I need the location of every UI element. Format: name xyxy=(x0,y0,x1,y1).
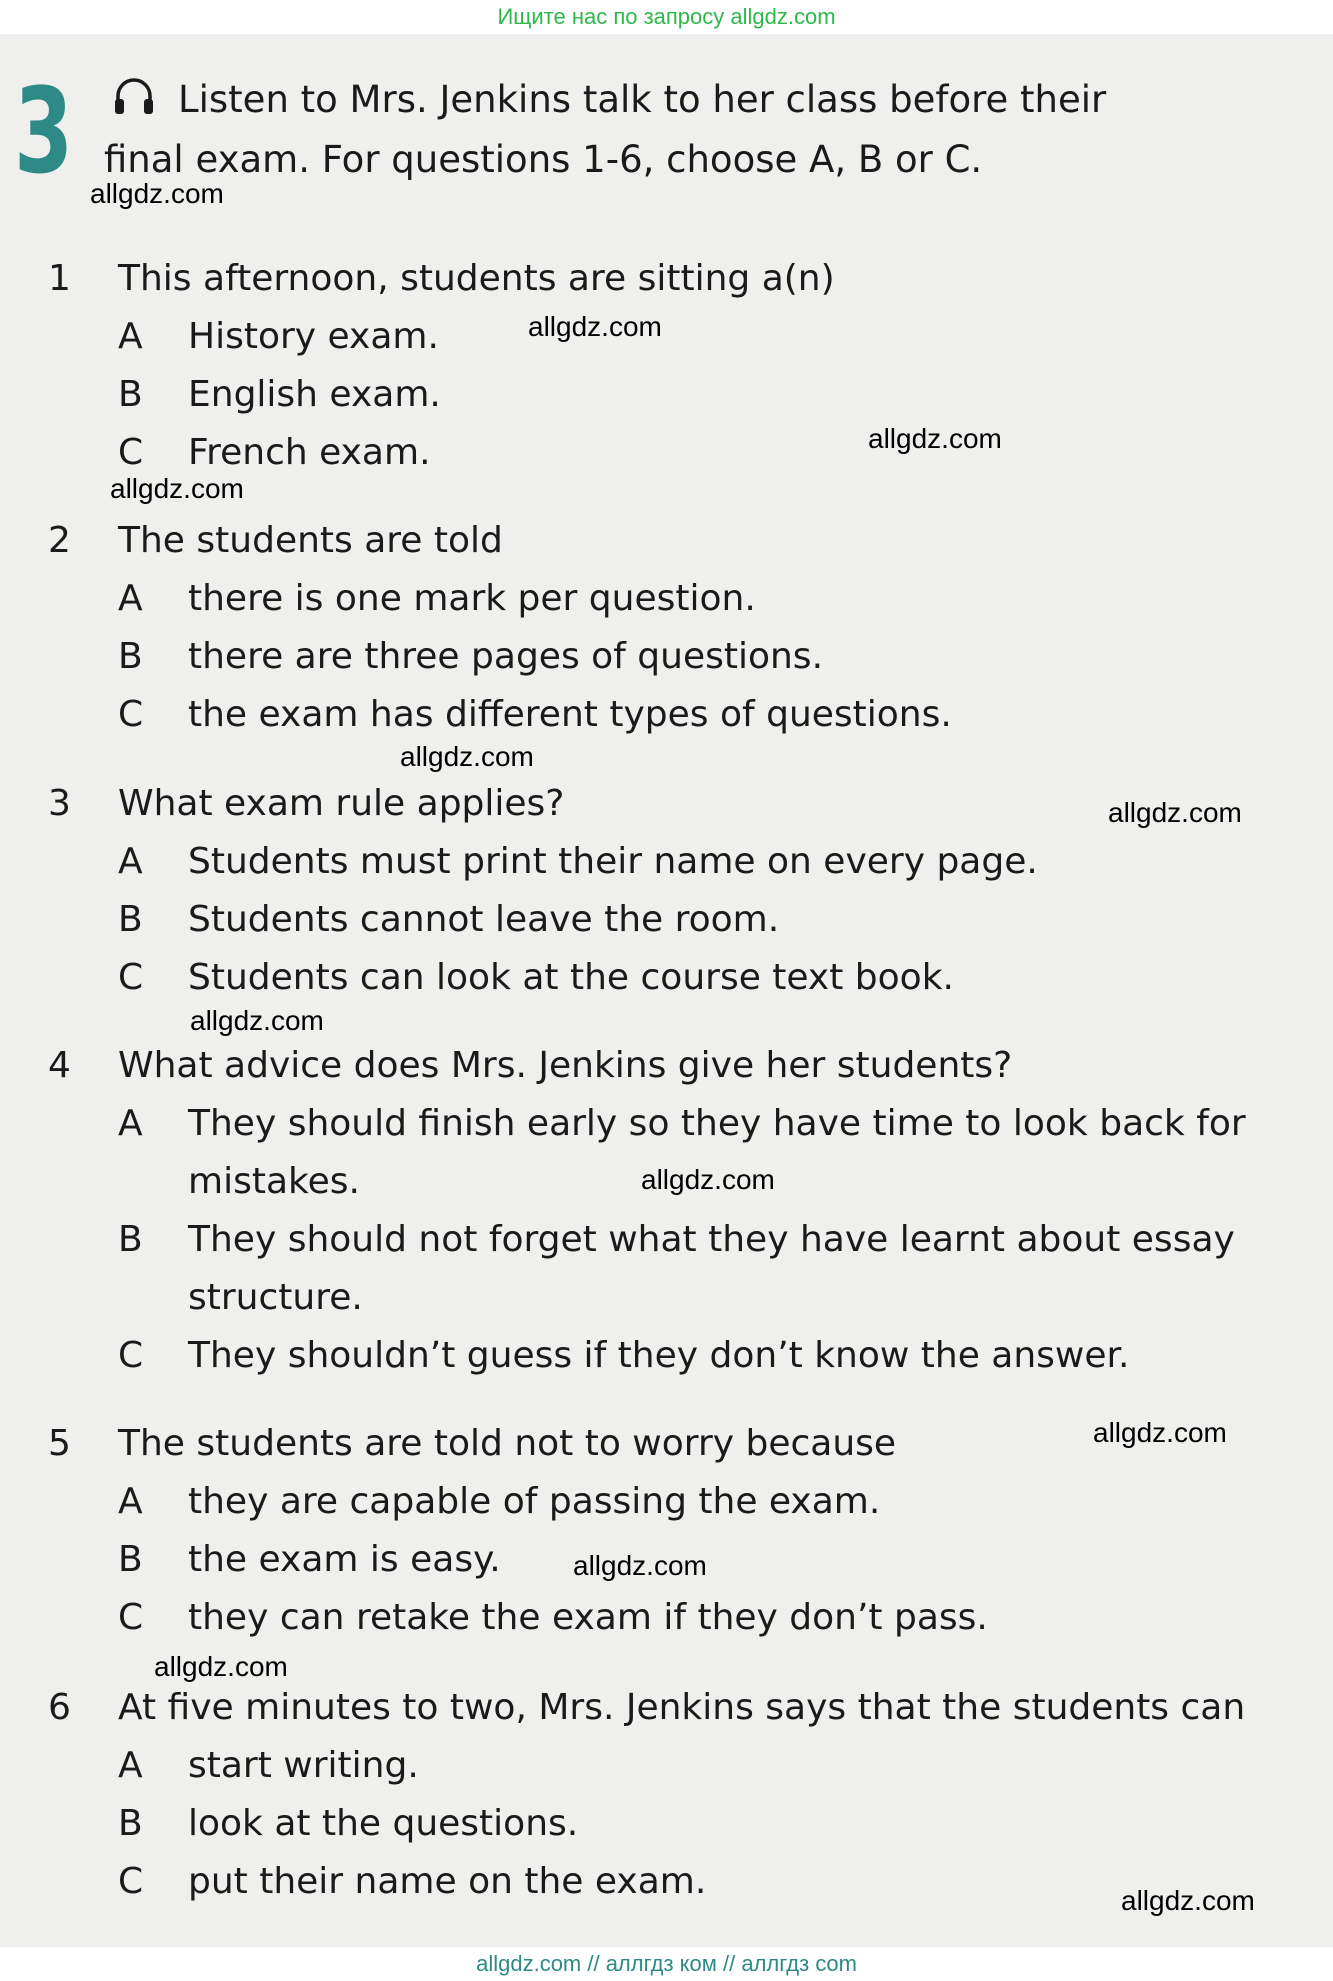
question-stem: This afternoon, students are sitting a(n) xyxy=(118,258,835,299)
instruction-line-2: final exam. For questions 1-6, choose A, B or C. xyxy=(104,138,983,181)
bottom-banner[interactable]: allgdz.com // аллгдз ком // аллгдз com xyxy=(476,1951,857,1976)
question-number: 6 xyxy=(48,1687,71,1728)
option-letter: A xyxy=(118,1481,143,1522)
question-stem: At five minutes to two, Mrs. Jenkins says that the students can xyxy=(118,1687,1246,1728)
watermark: allgdz.com xyxy=(1108,797,1242,828)
watermark: allgdz.com xyxy=(190,1005,324,1036)
option-text: Students cannot leave the room. xyxy=(188,899,780,940)
option-letter: B xyxy=(118,374,143,415)
option-text: French exam. xyxy=(188,432,431,473)
option-text: look at the questions. xyxy=(188,1803,579,1844)
option-letter: C xyxy=(118,1861,144,1902)
option-text: put their name on the exam. xyxy=(188,1861,707,1902)
option-text: They shouldn’t guess if they don’t know the answer. xyxy=(188,1335,1130,1376)
option-letter: A xyxy=(118,1103,143,1144)
option-text: there are three pages of questions. xyxy=(188,636,824,677)
option-letter: C xyxy=(118,957,144,998)
exercise-number: 3 xyxy=(14,62,74,200)
option-letter: B xyxy=(118,1539,143,1580)
option-text: Students must print their name on every page. xyxy=(188,841,1038,882)
option-text: English exam. xyxy=(188,374,441,415)
option-text: History exam. xyxy=(188,316,439,357)
option-text: there is one mark per question. xyxy=(188,578,756,619)
question-number: 1 xyxy=(48,258,71,299)
option-letter: A xyxy=(118,578,143,619)
option-text: They should finish early so they have time to look back for mistakes. xyxy=(188,1103,1246,1202)
watermark: allgdz.com xyxy=(528,311,662,342)
question-stem: What advice does Mrs. Jenkins give her students? xyxy=(118,1045,1013,1086)
instruction-line-1: Listen to Mrs. Jenkins talk to her class before their xyxy=(178,78,1107,121)
option-text: start writing. xyxy=(188,1745,419,1786)
option-text: they can retake the exam if they don’t pass. xyxy=(188,1597,988,1638)
question-number: 4 xyxy=(48,1045,71,1086)
option-letter: B xyxy=(118,1803,143,1844)
exercise-instruction xyxy=(104,70,1164,190)
watermark: allgdz.com xyxy=(90,178,224,209)
question-number: 5 xyxy=(48,1423,71,1464)
question-stem: The students are told not to worry because xyxy=(118,1423,897,1464)
top-banner[interactable]: Ищите нас по запросу allgdz.com xyxy=(497,4,836,29)
watermark: allgdz.com xyxy=(1093,1417,1227,1448)
watermark: allgdz.com xyxy=(641,1164,775,1195)
option-letter: A xyxy=(118,316,143,357)
option-letter: C xyxy=(118,1335,144,1376)
option-letter: A xyxy=(118,1745,143,1786)
option-text: They should not forget what they have learnt about essay structure. xyxy=(188,1219,1235,1318)
question-number: 3 xyxy=(48,783,71,824)
option-text: they are capable of passing the exam. xyxy=(188,1481,881,1522)
watermark: allgdz.com xyxy=(154,1651,288,1682)
option-letter: C xyxy=(118,432,144,473)
option-letter: B xyxy=(118,636,143,677)
question-stem: The students are told xyxy=(118,520,503,561)
watermark: allgdz.com xyxy=(1121,1885,1255,1916)
question-stem: What exam rule applies? xyxy=(118,783,565,824)
option-text: Students can look at the course text book. xyxy=(188,957,954,998)
option-letter: B xyxy=(118,1219,143,1260)
option-letter: C xyxy=(118,1597,144,1638)
option-letter: B xyxy=(118,899,143,940)
option-letter: A xyxy=(118,841,143,882)
watermark: allgdz.com xyxy=(110,473,244,504)
question-number: 2 xyxy=(48,520,71,561)
option-text: the exam has different types of questions. xyxy=(188,694,952,735)
watermark: allgdz.com xyxy=(868,423,1002,454)
watermark: allgdz.com xyxy=(400,741,534,772)
option-text: the exam is easy. xyxy=(188,1539,501,1580)
option-letter: C xyxy=(118,694,144,735)
watermark: allgdz.com xyxy=(573,1550,707,1581)
